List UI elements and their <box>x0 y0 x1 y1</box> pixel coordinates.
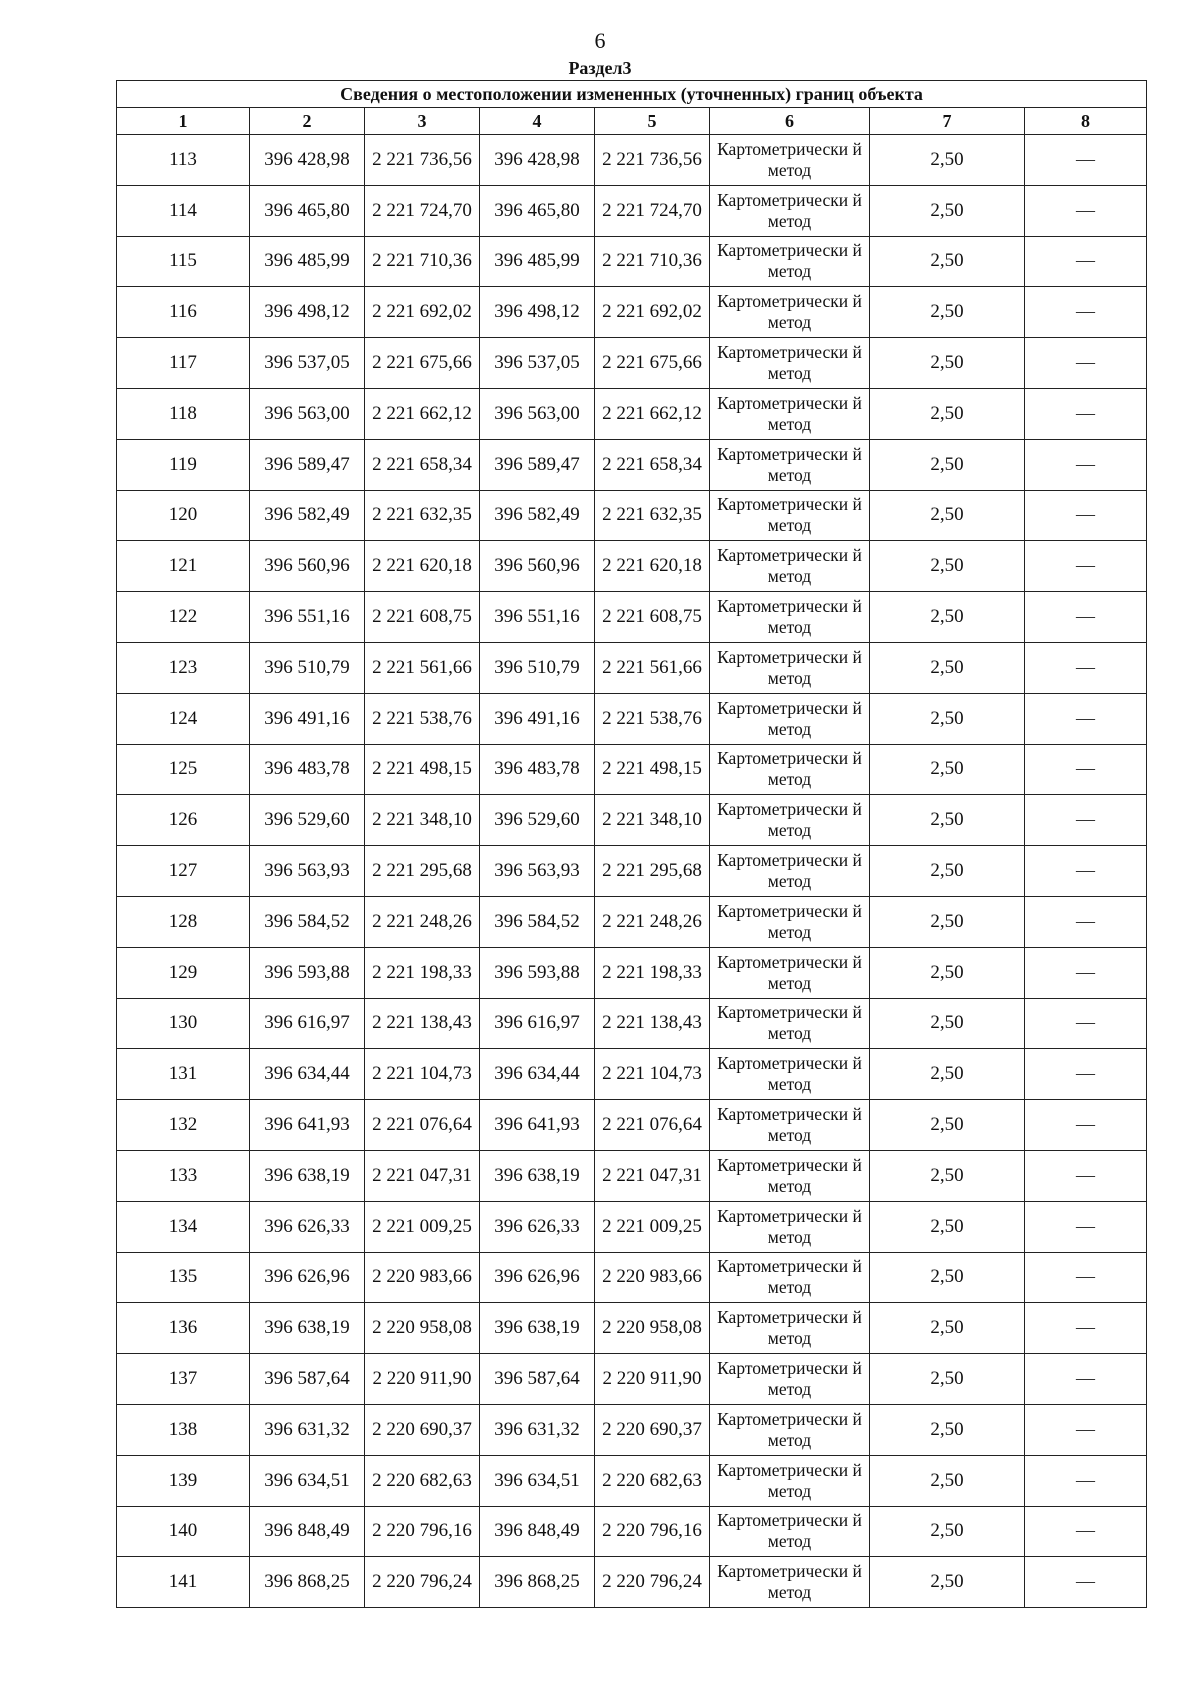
accuracy-cell: 2,50 <box>870 592 1025 643</box>
column-number: 3 <box>365 108 480 135</box>
description-cell: — <box>1025 1100 1147 1151</box>
accuracy-cell: 2,50 <box>870 896 1025 947</box>
point-number-cell: 138 <box>117 1404 250 1455</box>
point-number-cell: 113 <box>117 135 250 186</box>
x-existing-cell: 396 428,98 <box>250 135 365 186</box>
y-refined-cell: 2 221 724,70 <box>595 185 710 236</box>
x-existing-cell: 396 593,88 <box>250 947 365 998</box>
x-refined-cell: 396 491,16 <box>480 693 595 744</box>
x-refined-cell: 396 465,80 <box>480 185 595 236</box>
y-existing-cell: 2 221 662,12 <box>365 388 480 439</box>
y-refined-cell: 2 221 608,75 <box>595 592 710 643</box>
method-cell: Картометрически й метод <box>710 642 870 693</box>
x-existing-cell: 396 848,49 <box>250 1506 365 1557</box>
accuracy-cell: 2,50 <box>870 744 1025 795</box>
x-refined-cell: 396 529,60 <box>480 795 595 846</box>
table-row <box>117 947 1147 998</box>
accuracy-cell: 2,50 <box>870 1455 1025 1506</box>
x-existing-cell: 396 498,12 <box>250 287 365 338</box>
x-refined-cell: 396 582,49 <box>480 490 595 541</box>
table-row <box>117 1506 1147 1557</box>
y-existing-cell: 2 221 710,36 <box>365 236 480 287</box>
x-refined-cell: 396 634,51 <box>480 1455 595 1506</box>
point-number-cell: 141 <box>117 1557 250 1608</box>
y-existing-cell: 2 220 983,66 <box>365 1252 480 1303</box>
description-cell: — <box>1025 592 1147 643</box>
method-cell: Картометрически й метод <box>710 1252 870 1303</box>
method-cell: Картометрически й метод <box>710 1049 870 1100</box>
y-refined-cell: 2 221 076,64 <box>595 1100 710 1151</box>
table-row <box>117 490 1147 541</box>
point-number-cell: 131 <box>117 1049 250 1100</box>
x-refined-cell: 396 641,93 <box>480 1100 595 1151</box>
table-row <box>117 1252 1147 1303</box>
point-number-cell: 118 <box>117 388 250 439</box>
y-refined-cell: 2 221 662,12 <box>595 388 710 439</box>
description-cell: — <box>1025 1049 1147 1100</box>
table-row <box>117 896 1147 947</box>
page-number: 6 <box>594 28 606 53</box>
method-cell: Картометрически й метод <box>710 541 870 592</box>
y-existing-cell: 2 221 248,26 <box>365 896 480 947</box>
x-refined-cell: 396 616,97 <box>480 998 595 1049</box>
method-cell: Картометрически й метод <box>710 1404 870 1455</box>
accuracy-cell: 2,50 <box>870 1150 1025 1201</box>
accuracy-cell: 2,50 <box>870 642 1025 693</box>
x-existing-cell: 396 634,44 <box>250 1049 365 1100</box>
table-row <box>117 693 1147 744</box>
point-number-cell: 119 <box>117 439 250 490</box>
y-refined-cell: 2 221 561,66 <box>595 642 710 693</box>
y-refined-cell: 2 220 911,90 <box>595 1354 710 1405</box>
method-cell: Картометрически й метод <box>710 439 870 490</box>
y-existing-cell: 2 221 724,70 <box>365 185 480 236</box>
x-existing-cell: 396 510,79 <box>250 642 365 693</box>
x-refined-cell: 396 563,00 <box>480 388 595 439</box>
table-row <box>117 1455 1147 1506</box>
accuracy-cell: 2,50 <box>870 338 1025 389</box>
description-cell: — <box>1025 795 1147 846</box>
x-refined-cell: 396 537,05 <box>480 338 595 389</box>
method-cell: Картометрически й метод <box>710 592 870 643</box>
description-cell: — <box>1025 1455 1147 1506</box>
y-existing-cell: 2 220 958,08 <box>365 1303 480 1354</box>
method-cell: Картометрически й метод <box>710 998 870 1049</box>
method-cell: Картометрически й метод <box>710 1557 870 1608</box>
y-refined-cell: 2 221 138,43 <box>595 998 710 1049</box>
table-row <box>117 388 1147 439</box>
x-existing-cell: 396 563,00 <box>250 388 365 439</box>
column-number: 2 <box>250 108 365 135</box>
method-cell: Картометрически й метод <box>710 490 870 541</box>
table-row <box>117 185 1147 236</box>
x-existing-cell: 396 589,47 <box>250 439 365 490</box>
x-refined-cell: 396 638,19 <box>480 1150 595 1201</box>
y-refined-cell: 2 221 295,68 <box>595 846 710 897</box>
y-refined-cell: 2 221 198,33 <box>595 947 710 998</box>
description-cell: — <box>1025 693 1147 744</box>
y-refined-cell: 2 221 009,25 <box>595 1201 710 1252</box>
x-refined-cell: 396 634,44 <box>480 1049 595 1100</box>
method-cell: Картометрически й метод <box>710 795 870 846</box>
y-existing-cell: 2 220 796,16 <box>365 1506 480 1557</box>
column-number: 6 <box>710 108 870 135</box>
point-number-cell: 124 <box>117 693 250 744</box>
x-existing-cell: 396 483,78 <box>250 744 365 795</box>
description-cell: — <box>1025 998 1147 1049</box>
accuracy-cell: 2,50 <box>870 490 1025 541</box>
table-row <box>117 998 1147 1049</box>
y-existing-cell: 2 221 498,15 <box>365 744 480 795</box>
coordinates-table <box>116 80 1147 1608</box>
x-existing-cell: 396 631,32 <box>250 1404 365 1455</box>
accuracy-cell: 2,50 <box>870 846 1025 897</box>
y-existing-cell: 2 221 632,35 <box>365 490 480 541</box>
table-row <box>117 1354 1147 1405</box>
method-cell: Картометрически й метод <box>710 1455 870 1506</box>
y-existing-cell: 2 221 620,18 <box>365 541 480 592</box>
x-refined-cell: 396 510,79 <box>480 642 595 693</box>
x-existing-cell: 396 529,60 <box>250 795 365 846</box>
table-body <box>117 135 1147 1608</box>
point-number-cell: 137 <box>117 1354 250 1405</box>
y-refined-cell: 2 221 104,73 <box>595 1049 710 1100</box>
column-number-row <box>117 108 1147 135</box>
point-number-cell: 136 <box>117 1303 250 1354</box>
y-refined-cell: 2 221 047,31 <box>595 1150 710 1201</box>
x-existing-cell: 396 551,16 <box>250 592 365 643</box>
y-existing-cell: 2 221 348,10 <box>365 795 480 846</box>
method-cell: Картометрически й метод <box>710 287 870 338</box>
accuracy-cell: 2,50 <box>870 693 1025 744</box>
x-existing-cell: 396 638,19 <box>250 1150 365 1201</box>
description-cell: — <box>1025 439 1147 490</box>
section-title: Раздел3 <box>568 58 632 78</box>
description-cell: — <box>1025 185 1147 236</box>
x-refined-cell: 396 593,88 <box>480 947 595 998</box>
x-refined-cell: 396 631,32 <box>480 1404 595 1455</box>
point-number-cell: 126 <box>117 795 250 846</box>
accuracy-cell: 2,50 <box>870 185 1025 236</box>
y-existing-cell: 2 220 911,90 <box>365 1354 480 1405</box>
table-row <box>117 744 1147 795</box>
x-refined-cell: 396 498,12 <box>480 287 595 338</box>
accuracy-cell: 2,50 <box>870 1557 1025 1608</box>
method-cell: Картометрически й метод <box>710 947 870 998</box>
y-existing-cell: 2 220 796,24 <box>365 1557 480 1608</box>
x-refined-cell: 396 626,96 <box>480 1252 595 1303</box>
method-cell: Картометрически й метод <box>710 236 870 287</box>
x-existing-cell: 396 868,25 <box>250 1557 365 1608</box>
column-number: 7 <box>870 108 1025 135</box>
x-existing-cell: 396 563,93 <box>250 846 365 897</box>
y-existing-cell: 2 220 682,63 <box>365 1455 480 1506</box>
x-existing-cell: 396 485,99 <box>250 236 365 287</box>
accuracy-cell: 2,50 <box>870 1506 1025 1557</box>
x-refined-cell: 396 483,78 <box>480 744 595 795</box>
x-existing-cell: 396 537,05 <box>250 338 365 389</box>
x-refined-cell: 396 868,25 <box>480 1557 595 1608</box>
table-row <box>117 846 1147 897</box>
y-refined-cell: 2 220 796,16 <box>595 1506 710 1557</box>
x-refined-cell: 396 589,47 <box>480 439 595 490</box>
y-existing-cell: 2 220 690,37 <box>365 1404 480 1455</box>
y-existing-cell: 2 221 736,56 <box>365 135 480 186</box>
y-refined-cell: 2 220 796,24 <box>595 1557 710 1608</box>
description-cell: — <box>1025 1354 1147 1405</box>
column-number: 4 <box>480 108 595 135</box>
y-existing-cell: 2 221 295,68 <box>365 846 480 897</box>
description-cell: — <box>1025 388 1147 439</box>
table-row <box>117 541 1147 592</box>
method-cell: Картометрически й метод <box>710 338 870 389</box>
table-row <box>117 1557 1147 1608</box>
accuracy-cell: 2,50 <box>870 1354 1025 1405</box>
accuracy-cell: 2,50 <box>870 236 1025 287</box>
x-existing-cell: 396 582,49 <box>250 490 365 541</box>
method-cell: Картометрически й метод <box>710 135 870 186</box>
description-cell: — <box>1025 1303 1147 1354</box>
table-row <box>117 287 1147 338</box>
point-number-cell: 115 <box>117 236 250 287</box>
point-number-cell: 120 <box>117 490 250 541</box>
x-existing-cell: 396 584,52 <box>250 896 365 947</box>
table-row <box>117 1404 1147 1455</box>
accuracy-cell: 2,50 <box>870 287 1025 338</box>
description-cell: — <box>1025 896 1147 947</box>
y-existing-cell: 2 221 138,43 <box>365 998 480 1049</box>
accuracy-cell: 2,50 <box>870 998 1025 1049</box>
description-cell: — <box>1025 287 1147 338</box>
description-cell: — <box>1025 490 1147 541</box>
y-refined-cell: 2 221 658,34 <box>595 439 710 490</box>
column-number: 5 <box>595 108 710 135</box>
description-cell: — <box>1025 1557 1147 1608</box>
accuracy-cell: 2,50 <box>870 388 1025 439</box>
table-row <box>117 592 1147 643</box>
x-refined-cell: 396 560,96 <box>480 541 595 592</box>
point-number-cell: 134 <box>117 1201 250 1252</box>
y-existing-cell: 2 221 047,31 <box>365 1150 480 1201</box>
y-refined-cell: 2 220 690,37 <box>595 1404 710 1455</box>
table-row <box>117 1150 1147 1201</box>
x-existing-cell: 396 634,51 <box>250 1455 365 1506</box>
description-cell: — <box>1025 1201 1147 1252</box>
point-number-cell: 135 <box>117 1252 250 1303</box>
description-cell: — <box>1025 1506 1147 1557</box>
x-existing-cell: 396 641,93 <box>250 1100 365 1151</box>
accuracy-cell: 2,50 <box>870 541 1025 592</box>
x-existing-cell: 396 587,64 <box>250 1354 365 1405</box>
x-refined-cell: 396 584,52 <box>480 896 595 947</box>
accuracy-cell: 2,50 <box>870 1303 1025 1354</box>
description-cell: — <box>1025 947 1147 998</box>
accuracy-cell: 2,50 <box>870 439 1025 490</box>
point-number-cell: 130 <box>117 998 250 1049</box>
x-refined-cell: 396 587,64 <box>480 1354 595 1405</box>
y-refined-cell: 2 221 710,36 <box>595 236 710 287</box>
description-cell: — <box>1025 744 1147 795</box>
x-refined-cell: 396 638,19 <box>480 1303 595 1354</box>
method-cell: Картометрически й метод <box>710 1506 870 1557</box>
method-cell: Картометрически й метод <box>710 896 870 947</box>
point-number-cell: 114 <box>117 185 250 236</box>
column-number: 8 <box>1025 108 1147 135</box>
y-existing-cell: 2 221 608,75 <box>365 592 480 643</box>
accuracy-cell: 2,50 <box>870 1100 1025 1151</box>
table-caption: Сведения о местоположении измененных (уточненных) границ объекта <box>117 81 1147 108</box>
table-row <box>117 439 1147 490</box>
point-number-cell: 125 <box>117 744 250 795</box>
method-cell: Картометрически й метод <box>710 1354 870 1405</box>
description-cell: — <box>1025 1252 1147 1303</box>
method-cell: Картометрически й метод <box>710 1201 870 1252</box>
point-number-cell: 121 <box>117 541 250 592</box>
point-number-cell: 116 <box>117 287 250 338</box>
description-cell: — <box>1025 846 1147 897</box>
accuracy-cell: 2,50 <box>870 1049 1025 1100</box>
table-row <box>117 1201 1147 1252</box>
table-row <box>117 642 1147 693</box>
x-existing-cell: 396 560,96 <box>250 541 365 592</box>
accuracy-cell: 2,50 <box>870 1252 1025 1303</box>
y-refined-cell: 2 221 348,10 <box>595 795 710 846</box>
column-number: 1 <box>117 108 250 135</box>
y-refined-cell: 2 221 498,15 <box>595 744 710 795</box>
x-refined-cell: 396 563,93 <box>480 846 595 897</box>
y-refined-cell: 2 221 538,76 <box>595 693 710 744</box>
point-number-cell: 117 <box>117 338 250 389</box>
accuracy-cell: 2,50 <box>870 135 1025 186</box>
table-row <box>117 795 1147 846</box>
x-existing-cell: 396 491,16 <box>250 693 365 744</box>
accuracy-cell: 2,50 <box>870 795 1025 846</box>
y-refined-cell: 2 221 736,56 <box>595 135 710 186</box>
point-number-cell: 133 <box>117 1150 250 1201</box>
point-number-cell: 129 <box>117 947 250 998</box>
point-number-cell: 128 <box>117 896 250 947</box>
method-cell: Картометрически й метод <box>710 388 870 439</box>
method-cell: Картометрически й метод <box>710 693 870 744</box>
accuracy-cell: 2,50 <box>870 1404 1025 1455</box>
method-cell: Картометрически й метод <box>710 1100 870 1151</box>
y-refined-cell: 2 220 682,63 <box>595 1455 710 1506</box>
point-number-cell: 122 <box>117 592 250 643</box>
point-number-cell: 139 <box>117 1455 250 1506</box>
x-refined-cell: 396 485,99 <box>480 236 595 287</box>
method-cell: Картометрически й метод <box>710 185 870 236</box>
y-existing-cell: 2 221 658,34 <box>365 439 480 490</box>
accuracy-cell: 2,50 <box>870 1201 1025 1252</box>
x-refined-cell: 396 428,98 <box>480 135 595 186</box>
accuracy-cell: 2,50 <box>870 947 1025 998</box>
description-cell: — <box>1025 236 1147 287</box>
x-existing-cell: 396 626,33 <box>250 1201 365 1252</box>
y-refined-cell: 2 220 983,66 <box>595 1252 710 1303</box>
y-refined-cell: 2 221 632,35 <box>595 490 710 541</box>
x-existing-cell: 396 626,96 <box>250 1252 365 1303</box>
y-existing-cell: 2 221 104,73 <box>365 1049 480 1100</box>
method-cell: Картометрически й метод <box>710 744 870 795</box>
table-row <box>117 1049 1147 1100</box>
y-existing-cell: 2 221 675,66 <box>365 338 480 389</box>
x-existing-cell: 396 616,97 <box>250 998 365 1049</box>
y-existing-cell: 2 221 692,02 <box>365 287 480 338</box>
point-number-cell: 140 <box>117 1506 250 1557</box>
y-refined-cell: 2 220 958,08 <box>595 1303 710 1354</box>
y-existing-cell: 2 221 009,25 <box>365 1201 480 1252</box>
y-existing-cell: 2 221 076,64 <box>365 1100 480 1151</box>
point-number-cell: 123 <box>117 642 250 693</box>
method-cell: Картометрически й метод <box>710 1150 870 1201</box>
x-refined-cell: 396 551,16 <box>480 592 595 643</box>
description-cell: — <box>1025 541 1147 592</box>
point-number-cell: 132 <box>117 1100 250 1151</box>
table-row <box>117 236 1147 287</box>
table-row <box>117 1303 1147 1354</box>
table-row <box>117 338 1147 389</box>
x-existing-cell: 396 465,80 <box>250 185 365 236</box>
y-refined-cell: 2 221 620,18 <box>595 541 710 592</box>
y-refined-cell: 2 221 692,02 <box>595 287 710 338</box>
description-cell: — <box>1025 338 1147 389</box>
y-existing-cell: 2 221 561,66 <box>365 642 480 693</box>
table-row <box>117 135 1147 186</box>
x-refined-cell: 396 626,33 <box>480 1201 595 1252</box>
x-refined-cell: 396 848,49 <box>480 1506 595 1557</box>
y-refined-cell: 2 221 248,26 <box>595 896 710 947</box>
y-existing-cell: 2 221 538,76 <box>365 693 480 744</box>
table-row <box>117 1100 1147 1151</box>
x-existing-cell: 396 638,19 <box>250 1303 365 1354</box>
description-cell: — <box>1025 135 1147 186</box>
description-cell: — <box>1025 1150 1147 1201</box>
method-cell: Картометрически й метод <box>710 846 870 897</box>
description-cell: — <box>1025 1404 1147 1455</box>
description-cell: — <box>1025 642 1147 693</box>
y-existing-cell: 2 221 198,33 <box>365 947 480 998</box>
y-refined-cell: 2 221 675,66 <box>595 338 710 389</box>
method-cell: Картометрически й метод <box>710 1303 870 1354</box>
point-number-cell: 127 <box>117 846 250 897</box>
